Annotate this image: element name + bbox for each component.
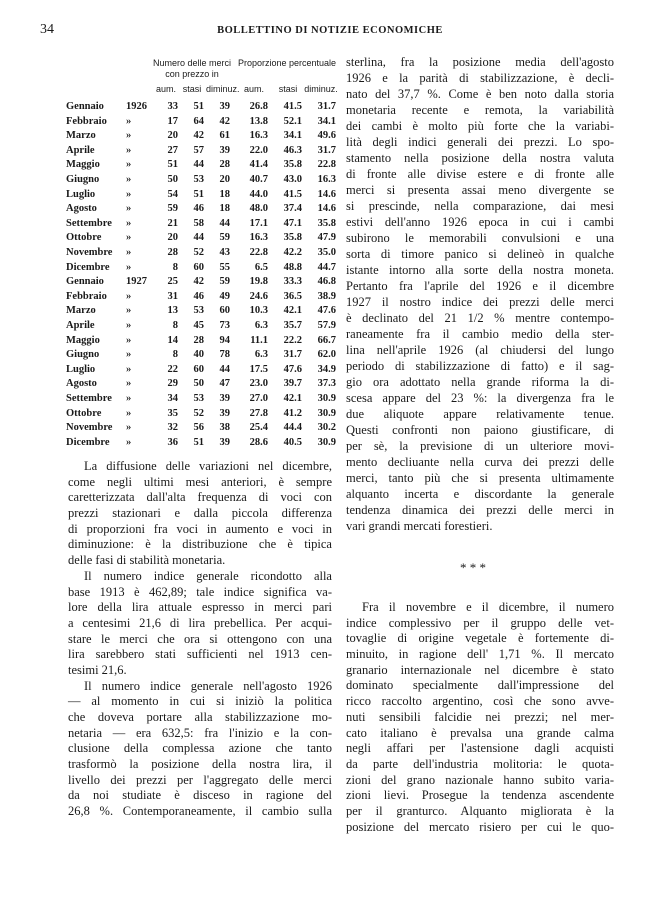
count-stasi-cell: 53 — [193, 305, 204, 317]
count-aum-cell: 28 — [167, 247, 178, 258]
text-line: Pertanto fra l'aprile del 1926 e il dicembre — [346, 279, 614, 293]
pct-diminuz-cell: 35.0 — [317, 247, 336, 258]
text-line: scesa appare del 23 %: la divergenza fra le — [346, 391, 614, 405]
pct-diminuz-cell: 47.9 — [317, 232, 336, 244]
pct-aum-cell: 22.0 — [249, 144, 268, 156]
year-cell: » — [126, 436, 132, 448]
section-separator: * * * — [460, 560, 486, 575]
pct-aum-cell: 19.8 — [249, 276, 268, 288]
table-row — [66, 202, 338, 217]
text-line: dominato specialmente dall'impressione del — [346, 678, 614, 693]
text-line: merci, tanto più che si presenta ultimamente — [346, 471, 614, 485]
text-line: posizione del mercato risiero per cui le quo- — [346, 819, 614, 834]
year-cell: » — [126, 261, 132, 273]
count-aum-cell: 8 — [172, 320, 178, 331]
text-line: per sè, la previsione di un ulteriore movi- — [346, 439, 614, 453]
table-row — [66, 188, 338, 203]
text-line: livello dei prezzi per l'aggregato delle merci — [68, 772, 332, 787]
month-cell: Settembre — [66, 217, 112, 229]
table-row — [66, 334, 338, 349]
month-cell: Giugno — [66, 349, 100, 361]
year-cell: » — [126, 247, 132, 258]
count-aum-cell: 36 — [167, 436, 178, 448]
pct-aum-cell: 13.8 — [249, 115, 268, 127]
count-diminuz-cell: 39 — [219, 436, 230, 448]
pct-aum-cell: 44.0 — [249, 188, 268, 200]
month-cell: Luglio — [66, 363, 96, 375]
pct-aum-cell: 10.3 — [249, 305, 268, 317]
text-line: mento decliuante nella curva dei prezzi delle — [346, 455, 614, 469]
count-stasi-cell: 53 — [193, 393, 204, 404]
pct-diminuz-cell: 16.3 — [317, 174, 336, 185]
text-line: zioni del grano nazionale hanno subito varia- — [346, 772, 614, 787]
count-diminuz-cell: 61 — [219, 130, 230, 142]
text-line: delle fasi di stabilità monetaria. — [68, 553, 226, 568]
table-row — [66, 275, 338, 290]
count-diminuz-cell: 59 — [219, 276, 230, 288]
text-line: 1927 il nostro indice dei prezzi delle merci — [346, 295, 614, 309]
text-line: stare le merci che ora si ottengono con una — [68, 631, 332, 646]
pct-stasi-cell: 41.5 — [283, 188, 302, 200]
table-row — [66, 261, 338, 276]
pct-aum-cell: 6.3 — [254, 320, 268, 331]
text-line: clusione della complessa azione che tanto — [68, 741, 332, 756]
month-cell: Giugno — [66, 174, 100, 185]
pct-stasi-cell: 47.1 — [283, 217, 302, 229]
count-aum-cell: 50 — [167, 174, 178, 185]
month-cell: Novembre — [66, 422, 113, 434]
count-diminuz-cell: 78 — [219, 349, 230, 361]
text-line: raneamente fra il cambio medio della ster- — [346, 327, 614, 341]
month-cell: Maggio — [66, 159, 100, 171]
count-aum-cell: 51 — [167, 159, 178, 171]
count-stasi-cell: 58 — [193, 217, 204, 229]
pct-stasi-cell: 43.0 — [283, 174, 302, 185]
text-line: tovaglie di origine vegetale è fortemente di- — [346, 631, 614, 646]
count-aum-cell: 59 — [167, 203, 178, 215]
count-diminuz-cell: 59 — [219, 232, 230, 244]
text-line: monetaria recente e remota, la variabilità — [346, 103, 614, 117]
count-aum-cell: 14 — [167, 334, 178, 346]
month-cell: Marzo — [66, 130, 96, 142]
header-pct-aum: aum. — [243, 84, 264, 94]
pct-stasi-cell: 40.5 — [283, 436, 302, 448]
pct-diminuz-cell: 46.8 — [317, 276, 336, 288]
text-line: sterlina, fra la posizione media dell'agosto — [346, 55, 614, 69]
year-cell: » — [126, 232, 132, 244]
table-row — [66, 319, 338, 334]
count-diminuz-cell: 94 — [219, 334, 230, 346]
count-aum-cell: 32 — [167, 422, 178, 434]
text-line: — al momento in cui si iniziò la politica — [68, 694, 332, 709]
year-cell: » — [126, 130, 132, 142]
table-row — [66, 407, 338, 422]
header-stasi: stasi — [182, 84, 202, 94]
text-line: per il granturco. Alquanto migliorata è la — [346, 803, 614, 818]
year-cell: » — [126, 115, 132, 127]
right-column-text — [346, 54, 614, 534]
pct-diminuz-cell: 66.7 — [317, 334, 336, 346]
count-stasi-cell: 45 — [193, 320, 204, 331]
count-aum-cell: 34 — [167, 393, 178, 404]
table-row — [66, 392, 338, 407]
count-diminuz-cell: 39 — [219, 101, 230, 112]
pct-diminuz-cell: 35.8 — [317, 217, 336, 229]
text-line: che doveva portare alla stabilizzazione mo- — [68, 710, 332, 724]
count-aum-cell: 25 — [167, 276, 178, 288]
pct-stasi-cell: 33.3 — [283, 276, 302, 288]
count-stasi-cell: 51 — [193, 436, 204, 448]
count-stasi-cell: 46 — [193, 290, 204, 302]
header-count-group: Numero delle merci con prezzo in — [152, 58, 232, 79]
year-cell: » — [126, 334, 132, 346]
text-line: tendenza dinamica dei prezzi delle merci in — [346, 503, 614, 517]
pct-diminuz-cell: 14.6 — [317, 188, 336, 200]
count-aum-cell: 27 — [167, 144, 178, 156]
pct-aum-cell: 26.8 — [249, 101, 268, 112]
pct-diminuz-cell: 34.1 — [317, 115, 336, 127]
month-cell: Febbraio — [66, 290, 107, 302]
pct-diminuz-cell: 47.6 — [317, 305, 336, 317]
text-line: caretterizzata dall'alta frequenza di voci con — [68, 490, 332, 505]
table-row — [66, 436, 338, 451]
pct-aum-cell: 27.8 — [249, 407, 268, 419]
table-row — [66, 129, 338, 144]
text-line: nato del 37,7 %. Come è ben noto dalla storia — [346, 87, 614, 101]
count-aum-cell: 35 — [167, 407, 178, 419]
text-line: da noi studiate è disceso in ragione del — [68, 788, 332, 803]
count-aum-cell: 17 — [167, 115, 178, 127]
count-diminuz-cell: 38 — [219, 422, 230, 434]
text-line: 26,8 %. Contemporaneamente, il cambio sulla — [68, 804, 332, 819]
pct-aum-cell: 24.6 — [249, 290, 268, 302]
text-line: zioni lievi. Prosegue la tendenza ascendente — [346, 788, 614, 803]
pct-diminuz-cell: 34.9 — [317, 363, 336, 375]
count-diminuz-cell: 44 — [219, 217, 230, 229]
text-line: minuito, in ragione dell' 1,71 %. Il mercato — [346, 647, 614, 662]
text-line: Fra il novembre e il dicembre, il numero — [362, 600, 614, 614]
month-cell: Febbraio — [66, 115, 107, 127]
text-line: cato italiano è prevalsa una grande calma — [346, 725, 614, 740]
pct-aum-cell: 16.3 — [249, 130, 268, 142]
text-line: alquanto incerta e discordante la generale — [346, 487, 614, 501]
pct-diminuz-cell: 38.9 — [317, 290, 336, 302]
table-row — [66, 217, 338, 232]
pct-diminuz-cell: 37.3 — [317, 378, 336, 390]
month-cell: Agosto — [66, 203, 97, 215]
pct-aum-cell: 17.5 — [249, 363, 268, 375]
text-line: trasformò la posizione della nostra lira, il — [68, 757, 332, 772]
count-aum-cell: 22 — [167, 363, 178, 375]
pct-diminuz-cell: 14.6 — [317, 203, 336, 215]
pct-stasi-cell: 22.2 — [283, 334, 302, 346]
pct-diminuz-cell: 30.9 — [317, 393, 336, 404]
pct-stasi-cell: 35.8 — [283, 232, 302, 244]
header-pct-diminuz: diminuz. — [304, 84, 338, 94]
text-line: negli affari per l'astensione dagli acquisti — [346, 741, 614, 756]
month-cell: Gennaio — [66, 101, 104, 112]
count-aum-cell: 31 — [167, 290, 178, 302]
text-line: subirono le memorabili convulsioni e una — [346, 231, 614, 245]
year-cell: » — [126, 378, 132, 390]
count-stasi-cell: 42 — [193, 276, 204, 288]
text-line: lina nell'aprile 1926 (al chiudersi del lungo — [346, 343, 614, 357]
pct-stasi-cell: 31.7 — [283, 349, 302, 361]
count-aum-cell: 8 — [172, 349, 178, 361]
month-cell: Ottobre — [66, 407, 102, 419]
year-cell: » — [126, 407, 132, 419]
text-line: di proporzioni fra voci in aumento e voci in — [68, 521, 332, 536]
table-row — [66, 115, 338, 130]
text-line: estivi dell'anno 1926 epoca in cui i cambi — [346, 215, 614, 229]
pct-diminuz-cell: 49.6 — [317, 130, 336, 142]
month-cell: Aprile — [66, 320, 95, 331]
text-line: di fronte alle divise estere e di fronte alle — [346, 167, 614, 181]
count-aum-cell: 8 — [172, 261, 178, 273]
month-cell: Agosto — [66, 378, 97, 390]
count-diminuz-cell: 42 — [219, 115, 230, 127]
count-aum-cell: 20 — [167, 232, 178, 244]
count-stasi-cell: 53 — [193, 174, 204, 185]
text-line: istante intorno alla sorte della nostra moneta. — [346, 263, 614, 277]
count-diminuz-cell: 60 — [219, 305, 230, 317]
table-row — [66, 290, 338, 305]
pct-stasi-cell: 48.8 — [283, 261, 302, 273]
pct-diminuz-cell: 31.7 — [317, 101, 336, 112]
year-cell: » — [126, 305, 132, 317]
pct-stasi-cell: 39.7 — [283, 378, 302, 390]
pct-diminuz-cell: 30.9 — [317, 436, 336, 448]
count-stasi-cell: 50 — [193, 378, 204, 390]
pct-diminuz-cell: 31.7 — [317, 144, 336, 156]
pct-stasi-cell: 34.1 — [283, 130, 302, 142]
header-aum: aum. — [155, 84, 176, 94]
pct-aum-cell: 17.1 — [249, 217, 268, 229]
month-cell: Dicembre — [66, 436, 110, 448]
count-aum-cell: 21 — [167, 217, 178, 229]
count-stasi-cell: 51 — [193, 101, 204, 112]
pct-stasi-cell: 36.5 — [283, 290, 302, 302]
count-stasi-cell: 56 — [193, 422, 204, 434]
text-line: lore della lira attuale espresso in merci pari — [68, 600, 332, 615]
text-line: diminuzione: è la distribuzione che è tipica — [68, 537, 332, 552]
pct-stasi-cell: 41.2 — [283, 407, 302, 419]
year-cell: 1927 — [126, 276, 147, 288]
pct-diminuz-cell: 44.7 — [317, 261, 336, 273]
table-row — [66, 348, 338, 363]
count-diminuz-cell: 39 — [219, 407, 230, 419]
count-stasi-cell: 40 — [193, 349, 204, 361]
text-line: Il numero indice generale nell'agosto 1926 — [84, 678, 332, 693]
pct-aum-cell: 40.7 — [249, 174, 268, 185]
text-line: prezzi stazionari e dalla piccola differenza — [68, 506, 332, 521]
table-row — [66, 158, 338, 173]
count-diminuz-cell: 73 — [219, 320, 230, 331]
pct-stasi-cell: 42.1 — [283, 305, 302, 317]
text-line: stamento nella posizione della nostra valuta — [346, 151, 614, 165]
text-line: dei cambi è molto più forte che la variabi- — [346, 119, 614, 133]
month-cell: Marzo — [66, 305, 96, 317]
text-line: Il numero indice generale ricondotto alla — [84, 568, 332, 583]
text-line: netaria — era 632,5: fra l'inizio e la con- — [68, 725, 332, 740]
pct-stasi-cell: 37.4 — [283, 203, 302, 215]
year-cell: » — [126, 393, 132, 404]
count-diminuz-cell: 43 — [219, 247, 230, 258]
pct-aum-cell: 28.6 — [249, 436, 268, 448]
text-line: lira sarebbero stati sufficienti nel 1913 cen- — [68, 647, 332, 662]
pct-aum-cell: 6.5 — [254, 261, 268, 273]
text-line: indice complessivo per il gruppo delle vet- — [346, 615, 614, 630]
text-line: 1926 e la parità di stabilizzazione, è decli- — [346, 71, 614, 85]
count-stasi-cell: 57 — [193, 144, 204, 156]
count-diminuz-cell: 18 — [219, 188, 230, 200]
month-cell: Gennaio — [66, 276, 104, 288]
count-stasi-cell: 52 — [193, 247, 204, 258]
text-line: Questi confronti non paiono giustificare, di — [346, 423, 614, 437]
pct-diminuz-cell: 30.9 — [317, 407, 336, 419]
text-line: granario internazionale nel dicembre è stato — [346, 662, 614, 677]
count-aum-cell: 13 — [167, 305, 178, 317]
text-line: si prescinde, nella comparazione, dai mesi — [346, 199, 614, 213]
text-line: periodo di stabilizzazione di fatto) e il sag- — [346, 359, 614, 373]
count-diminuz-cell: 28 — [219, 159, 230, 171]
year-cell: » — [126, 290, 132, 302]
table-row — [66, 246, 338, 261]
pct-stasi-cell: 42.1 — [283, 393, 302, 404]
pct-stasi-cell: 47.6 — [283, 363, 302, 375]
text-line: gio ora adottato nella grande riforma la di- — [346, 375, 614, 389]
month-cell: Luglio — [66, 188, 96, 200]
table-row — [66, 100, 338, 115]
month-cell: Aprile — [66, 144, 95, 156]
right-column-text-2 — [346, 600, 614, 835]
pct-aum-cell: 11.1 — [250, 334, 268, 346]
month-cell: Settembre — [66, 393, 112, 404]
year-cell: » — [126, 203, 132, 215]
text-line: due aliquote appare relativamente tenue. — [346, 407, 614, 421]
table-row — [66, 231, 338, 246]
count-stasi-cell: 28 — [193, 334, 204, 346]
table-row — [66, 363, 338, 378]
count-diminuz-cell: 39 — [219, 393, 230, 404]
pct-aum-cell: 48.0 — [249, 203, 268, 215]
count-stasi-cell: 46 — [193, 203, 204, 215]
pct-aum-cell: 23.0 — [249, 378, 268, 390]
month-cell: Maggio — [66, 334, 100, 346]
year-cell: » — [126, 159, 132, 171]
year-cell: » — [126, 363, 132, 375]
count-stasi-cell: 44 — [193, 159, 204, 171]
left-column-text — [68, 459, 332, 820]
text-line: come negli ultimi mesi anteriori, è sempre — [68, 474, 332, 489]
count-diminuz-cell: 44 — [219, 363, 230, 375]
month-cell: Novembre — [66, 247, 113, 258]
table-row — [66, 377, 338, 392]
count-stasi-cell: 60 — [193, 261, 204, 273]
text-line: La diffusione delle variazioni nel dicembre, — [84, 459, 332, 473]
header-diminuz: diminuz. — [206, 84, 240, 94]
text-line: merci si presenta assai meno divergente se — [346, 183, 614, 197]
count-stasi-cell: 44 — [193, 232, 204, 244]
header-pct-stasi: stasi — [278, 84, 298, 94]
count-aum-cell: 33 — [167, 101, 178, 112]
count-stasi-cell: 52 — [193, 407, 204, 419]
count-diminuz-cell: 20 — [219, 174, 230, 185]
running-head: BOLLETTINO DI NOTIZIE ECONOMICHE — [217, 25, 443, 36]
pct-stasi-cell: 44.4 — [283, 422, 302, 434]
pct-diminuz-cell: 22.8 — [317, 159, 336, 171]
text-line: è declinato del 21 1/2 % mentre contempo- — [346, 311, 614, 325]
count-diminuz-cell: 39 — [219, 144, 230, 156]
count-aum-cell: 29 — [167, 378, 178, 390]
pct-stasi-cell: 42.2 — [283, 247, 302, 258]
text-line: ricco raccolto argentino, così che sono avve- — [346, 694, 614, 709]
year-cell: » — [126, 320, 132, 331]
pct-aum-cell: 41.4 — [249, 159, 268, 171]
count-aum-cell: 54 — [167, 188, 178, 200]
count-diminuz-cell: 55 — [219, 261, 230, 273]
pct-aum-cell: 6.3 — [254, 349, 268, 361]
pct-diminuz-cell: 57.9 — [317, 320, 336, 331]
pct-diminuz-cell: 62.0 — [317, 349, 336, 361]
page-number: 34 — [40, 22, 54, 37]
year-cell: » — [126, 422, 132, 434]
count-stasi-cell: 42 — [193, 130, 204, 142]
count-stasi-cell: 51 — [193, 188, 204, 200]
pct-aum-cell: 22.8 — [249, 247, 268, 258]
text-line: vari grandi mercati forestieri. — [346, 519, 493, 533]
year-cell: » — [126, 217, 132, 229]
table-row — [66, 144, 338, 159]
pct-stasi-cell: 35.8 — [283, 159, 302, 171]
count-diminuz-cell: 49 — [219, 290, 230, 302]
count-diminuz-cell: 18 — [219, 203, 230, 215]
month-cell: Ottobre — [66, 232, 102, 244]
pct-diminuz-cell: 30.2 — [317, 422, 336, 434]
text-line: sorta di timore panico si delineò in qualche — [346, 247, 614, 261]
pct-stasi-cell: 52.1 — [283, 115, 302, 127]
month-cell: Dicembre — [66, 261, 110, 273]
count-stasi-cell: 60 — [193, 363, 204, 375]
year-cell: » — [126, 174, 132, 185]
text-line: lità degli indici generali dei prezzi. Lo spo- — [346, 135, 614, 149]
price-variation-table — [66, 58, 338, 448]
pct-stasi-cell: 46.3 — [283, 144, 302, 156]
year-cell: » — [126, 188, 132, 200]
pct-stasi-cell: 35.7 — [283, 320, 302, 331]
year-cell: » — [126, 349, 132, 361]
count-stasi-cell: 64 — [193, 115, 204, 127]
pct-aum-cell: 16.3 — [249, 232, 268, 244]
count-aum-cell: 20 — [167, 130, 178, 142]
pct-aum-cell: 27.0 — [249, 393, 268, 404]
year-cell: 1926 — [126, 101, 147, 112]
pct-stasi-cell: 41.5 — [283, 101, 302, 112]
pct-aum-cell: 25.4 — [249, 422, 268, 434]
text-line: a centesimi 21,6 di lira prebellica. Per acqui- — [68, 615, 332, 630]
count-diminuz-cell: 47 — [219, 378, 230, 390]
text-line: base 1913 è 462,89; tale indice significa va- — [68, 584, 332, 599]
text-line: da parte dell'industria molitoria: le quota- — [346, 756, 614, 771]
text-line: tesimi 21,6. — [68, 662, 127, 677]
table-row — [66, 173, 338, 188]
table-row — [66, 304, 338, 319]
text-line: nuti sensibili falcidie nei prezzi; nel mer- — [346, 709, 614, 724]
header-percent-group: Proporzione percentuale — [237, 58, 337, 68]
year-cell: » — [126, 144, 132, 156]
table-row — [66, 421, 338, 436]
